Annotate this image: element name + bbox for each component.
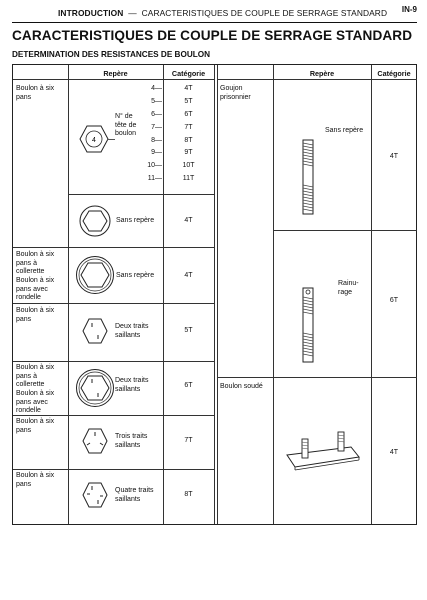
weld-bolt-icon [285,427,361,476]
stud-bolt-plain-icon [300,139,316,220]
category-list [163,85,214,188]
stud-mark-label: Rainu-rage [338,280,359,296]
grid-line [13,303,215,304]
category-value: 6T [184,110,193,118]
hex-bolt-two-lines-icon [81,317,109,350]
head-mark: 6— [151,110,162,118]
mark-description: Quatre traits saillants [115,487,154,503]
head-mark: 4— [151,85,162,92]
category-value: 5T [184,327,193,334]
head-mark: 11— [147,175,162,183]
hex-number: 4 [92,137,96,144]
grid-line [273,65,274,524]
head-mark: 8— [151,136,162,144]
bolt-type-label: Boulon à six pans [16,307,55,323]
header-rule [12,22,417,23]
mark-description: Deux traits saillants [115,377,149,393]
category-value: 4T [184,272,193,279]
stud-bolt-groove-icon [300,287,316,368]
bolt-type-label: Boulon à six pans avec rondelle [16,277,55,302]
category-value: 7T [184,437,193,444]
page-title: CARACTERISTIQUES DE COUPLE DE SERRAGE STANDARD [12,28,413,43]
category-value: 4T [184,85,193,92]
section-subtitle: DETERMINATION DES RESISTANCES DE BOULON [12,50,211,59]
header-section: INTRODUCTION [58,8,124,18]
page-number: IN-9 [401,5,417,14]
grid-line [217,65,218,524]
grid-line [68,194,215,195]
header-running-title: CARACTERISTIQUES DE COUPLE DE SERRAGE STANDARD [141,8,388,18]
bolt-type-label: Boulon à six pans à collerette [16,251,55,276]
running-header [58,8,387,18]
mark-description: Trois traits saillants [115,433,148,449]
category-value: 6T [184,382,193,389]
head-mark: 7— [151,123,162,131]
mark-description: Sans repère [116,272,155,279]
grid-line [273,230,417,231]
grid-line [13,361,215,362]
weld-type-label: Boulon soudé [220,383,263,390]
col-header-repere-left: Repère [103,69,128,78]
category-value: 9T [184,149,193,157]
flange-bolt-two-lines-icon [75,368,115,413]
hex-bolt-numbered-icon [79,125,109,158]
category-value: 10T [182,162,195,170]
category-value: 5T [184,97,193,105]
hex-bolt-plain-icon [78,205,112,242]
header-separator: — [128,8,137,18]
grid-line [214,65,215,524]
bolt-type-label: Boulon à six pans [16,85,55,101]
category-value: 8T [184,491,193,498]
head-mark: 5— [151,97,162,105]
page-header [0,3,427,21]
leader-line [107,139,115,140]
bolt-type-label: Boulon à six pans à collerette [16,364,55,389]
grid-line [68,65,69,524]
category-value: 4T [389,153,399,160]
category-value: 8T [184,136,193,144]
col-header-repere-right: Repère [309,69,335,78]
category-value: 4T [389,449,399,456]
bolt-type-label: Boulon à six pans [16,472,55,488]
category-value: 7T [184,123,193,131]
col-header-categorie-left: Catégorie [171,69,206,78]
grid-line [13,79,215,80]
head-marks-list [138,85,162,188]
category-value: 6T [389,297,399,304]
head-mark: 10— [147,162,162,170]
category-value: 11T [182,175,195,183]
grid-line [13,247,215,248]
bolt-type-label: Boulon à six pans avec rondelle [16,390,55,415]
hex-bolt-three-lines-icon [81,427,109,460]
mark-description: Sans repère [116,217,155,224]
stud-mark-label: Sans repère [325,127,364,134]
grid-line [217,79,417,80]
grid-line [13,469,215,470]
hex-bolt-four-lines-icon [81,481,109,514]
bolt-type-label: Boulon à six pans [16,418,55,434]
flange-bolt-plain-icon [75,255,115,300]
col-header-categorie-right: Catégorie [377,69,411,78]
grid-line [217,377,417,378]
category-value: 4T [184,217,193,224]
head-number-label: N° de tête de boulon [115,113,137,138]
stud-type-label: Goujon prisonnier [220,85,251,101]
bolt-strength-table [12,64,417,525]
mark-description: Deux traits saillants [115,323,149,339]
head-mark: 9— [151,149,162,157]
